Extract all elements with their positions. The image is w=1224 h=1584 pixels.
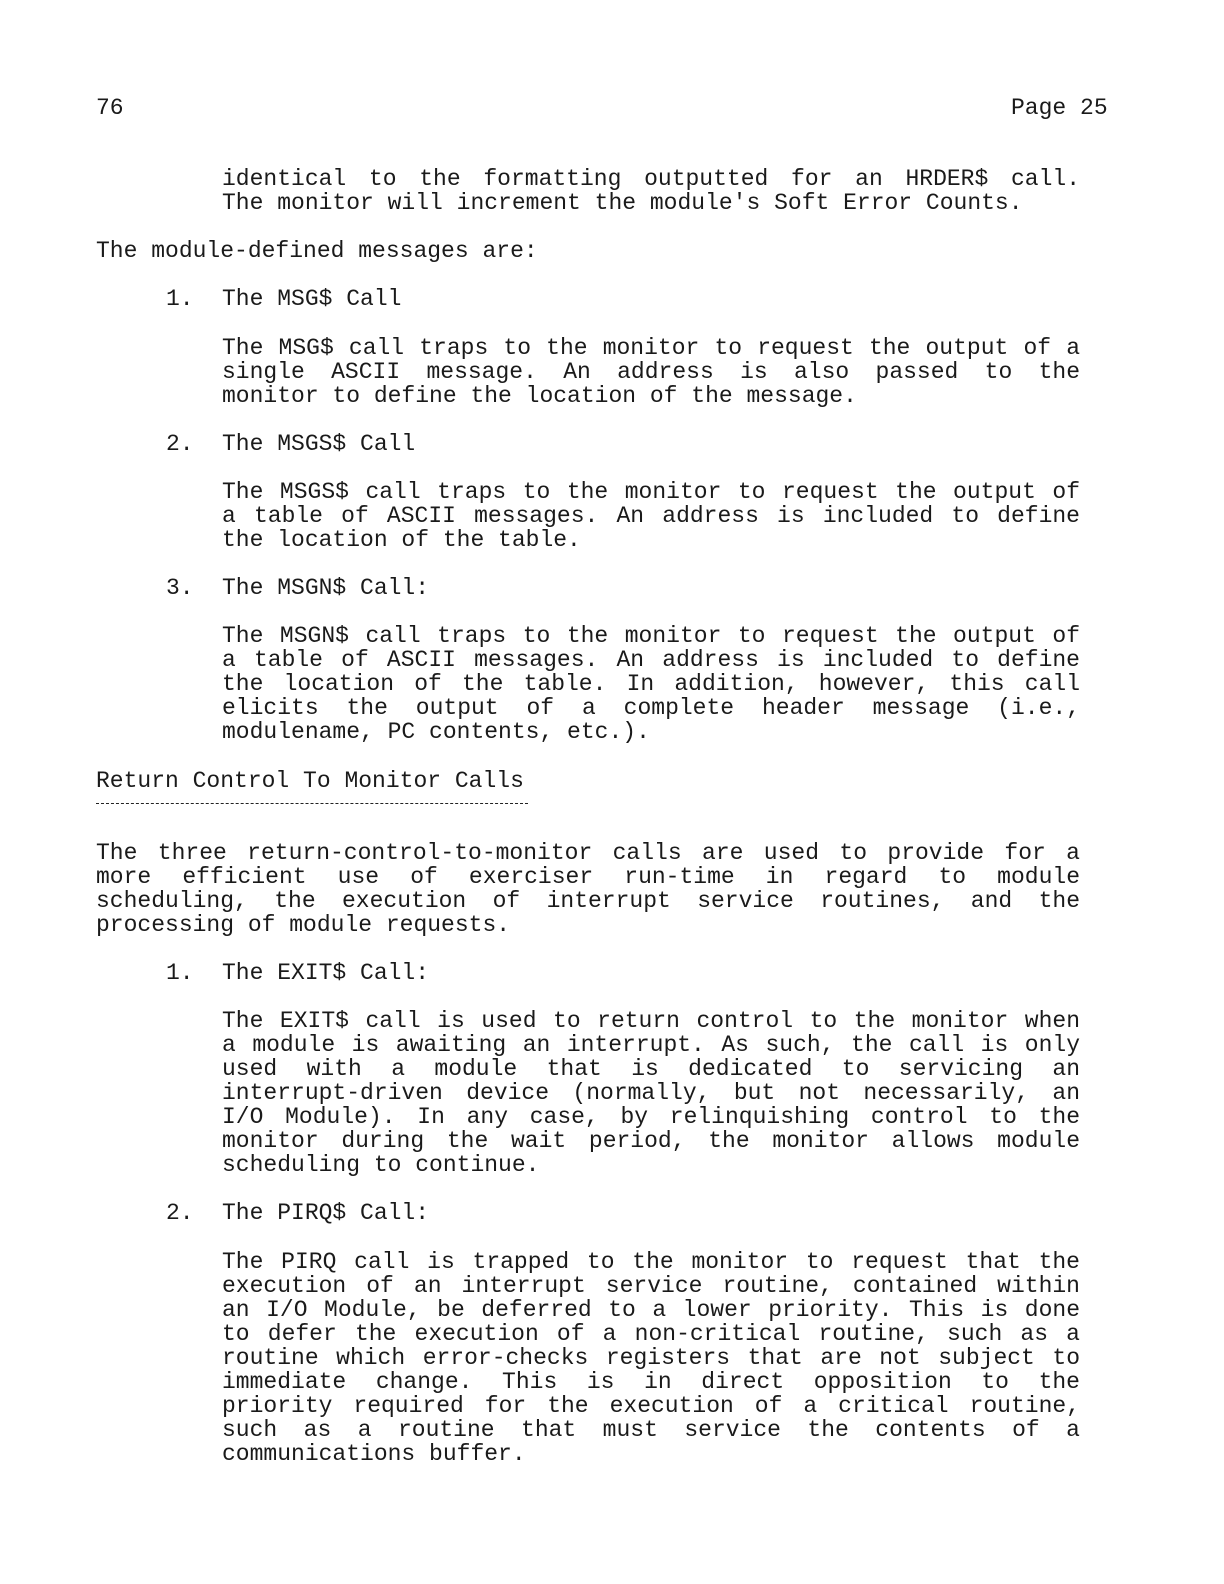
- item-text-line: scheduling to continue.: [222, 1152, 540, 1178]
- list-item-title: The EXIT$ Call:: [222, 960, 430, 986]
- item-text-line: a module is awaiting an interrupt. As such, the call is only: [222, 1032, 1080, 1058]
- paragraph-line: more efficient use of exerciser run-time in regard to module: [96, 864, 1080, 890]
- item-text-line: used with a module that is dedicated to servicing an: [222, 1056, 1080, 1082]
- item-text-line: execution of an interrupt service routine, contained within: [222, 1273, 1080, 1299]
- item-text-line: elicits the output of a complete header message (i.e.,: [222, 695, 1080, 721]
- page-label: Page 25: [1011, 95, 1108, 121]
- item-text-line: monitor during the wait period, the monitor allows module: [222, 1128, 1080, 1154]
- list-item-number: 2.: [166, 1200, 194, 1226]
- item-text-line: interrupt-driven device (normally, but not necessarily, an: [222, 1080, 1080, 1106]
- list-item-number: 1.: [166, 960, 194, 986]
- list-item-number: 1.: [166, 286, 194, 312]
- item-text-line: I/O Module). In any case, by relinquishing control to the: [222, 1104, 1080, 1130]
- paragraph-line: The three return-control-to-monitor calls are used to provide for a: [96, 840, 1080, 866]
- list-item-title: The MSGN$ Call:: [222, 575, 430, 601]
- section-lead: The module-defined messages are:: [96, 238, 538, 264]
- item-text-line: an I/O Module, be deferred to a lower priority. This is done: [222, 1297, 1080, 1323]
- item-text-line: The MSGS$ call traps to the monitor to request the output of: [222, 479, 1080, 505]
- item-text-line: modulename, PC contents, etc.).: [222, 719, 650, 745]
- section-heading: Return Control To Monitor Calls: [96, 768, 524, 794]
- item-text-line: immediate change. This is in direct opposition to the: [222, 1369, 1080, 1395]
- item-text-line: The MSG$ call traps to the monitor to request the output of a: [222, 335, 1080, 361]
- item-text-line: the location of the table.: [222, 527, 581, 553]
- page-number-left: 76: [96, 95, 124, 121]
- item-text-line: a table of ASCII messages. An address is included to define: [222, 647, 1080, 673]
- item-text-line: the location of the table. In addition, however, this call: [222, 671, 1080, 697]
- item-text-line: The PIRQ call is trapped to the monitor to request that the: [222, 1249, 1080, 1275]
- paragraph-line: scheduling, the execution of interrupt service routines, and the: [96, 888, 1080, 914]
- item-text-line: a table of ASCII messages. An address is included to define: [222, 503, 1080, 529]
- list-item-title: The MSG$ Call: [222, 286, 402, 312]
- item-text-line: such as a routine that must service the contents of a: [222, 1417, 1080, 1443]
- item-text-line: single ASCII message. An address is also passed to the: [222, 359, 1080, 385]
- list-item-title: The PIRQ$ Call:: [222, 1200, 430, 1226]
- paragraph-line: processing of module requests.: [96, 912, 511, 938]
- item-text-line: The MSGN$ call traps to the monitor to request the output of: [222, 623, 1080, 649]
- list-item-title: The MSGS$ Call: [222, 431, 416, 457]
- heading-underline: [96, 803, 528, 804]
- item-text-line: monitor to define the location of the message.: [222, 383, 857, 409]
- item-text-line: routine which error-checks registers that are not subject to: [222, 1345, 1080, 1371]
- item-text-line: priority required for the execution of a critical routine,: [222, 1393, 1080, 1419]
- intro-line: The monitor will increment the module's Soft Error Counts.: [222, 190, 1023, 216]
- intro-line: identical to the formatting outputted for an HRDER$ call.: [222, 166, 1080, 192]
- item-text-line: to defer the execution of a non-critical routine, such as a: [222, 1321, 1080, 1347]
- list-item-number: 3.: [166, 575, 194, 601]
- item-text-line: The EXIT$ call is used to return control to the monitor when: [222, 1008, 1080, 1034]
- list-item-number: 2.: [166, 431, 194, 457]
- item-text-line: communications buffer.: [222, 1441, 526, 1467]
